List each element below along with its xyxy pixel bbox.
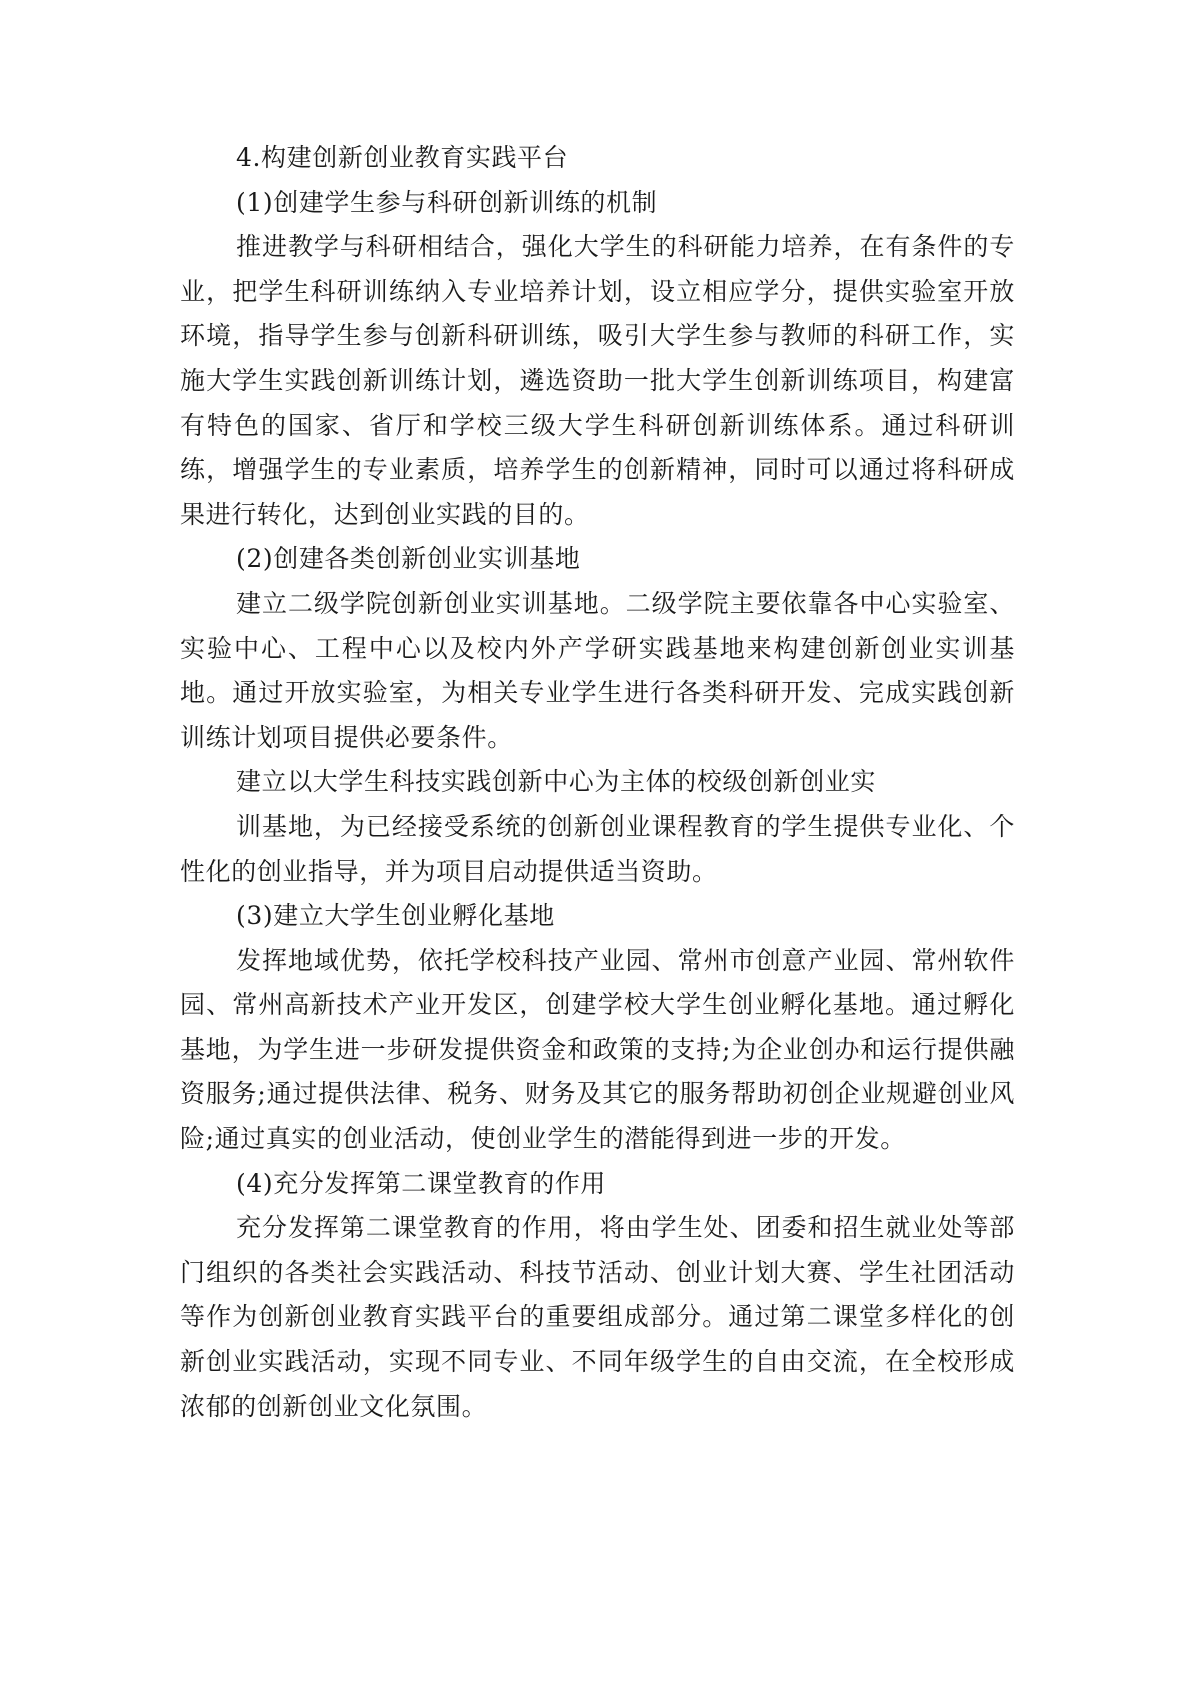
body-paragraph: 发挥地域优势，依托学校科技产业园、常州市创意产业园、常州软件园、常州高新技术产业开发区，创建学校大学生创业孵化基地。通过孵化基地，为学生进一步研发提供资金和政策的支持;为企业创办和运行提供融资服务;通过提供法律、税务、财务及其它的服务帮助初创企业规避创业风险;通过真实的创业活动，使创业学生的潜能得到进一步的开发。 (180, 945, 1015, 1154)
body-paragraph: 推进教学与科研相结合，强化大学生的科研能力培养，在有条件的专业，把学生科研训练纳入专业培养计划，设立相应学分，提供实验室开放环境，指导学生参与创新科研训练，吸引大学生参与教师的科研工作，实施大学生实践创新训练计划，遴选资助一批大学生创新训练项目，构建富有特色的国家、省厅和学校三级大学生科研创新训练体系。通过科研训练，增强学生的专业素质，培养学生的创新精神，同时可以通过将科研成果进行转化，达到创业实践的目的。 (180, 232, 1015, 529)
body-paragraph: 建立二级学院创新创业实训基地。二级学院主要依靠各中心实验室、实验中心、工程中心以及校内外产学研实践基地来构建创新创业实训基地。通过开放实验室，为相关专业学生进行各类科研开发、完成实践创新训练计划项目提供必要条件。 (180, 588, 1015, 752)
subsection-heading: (1)创建学生参与科研创新训练的机制 (236, 187, 658, 217)
subsection-heading: (4)充分发挥第二课堂教育的作用 (236, 1168, 607, 1198)
document-body (180, 136, 1015, 1429)
subsection-heading: (3)建立大学生创业孵化基地 (236, 901, 555, 931)
subsection-heading: (2)创建各类创新创业实训基地 (236, 544, 581, 574)
body-paragraph: 建立以大学生科技实践创新中心为主体的校级创新创业实 (236, 767, 877, 797)
body-paragraph: 训基地，为已经接受系统的创新创业课程教育的学生提供专业化、个性化的创业指导，并为项目启动提供适当资助。 (180, 811, 1015, 886)
body-paragraph: 充分发挥第二课堂教育的作用，将由学生处、团委和招生就业处等部门组织的各类社会实践活动、科技节活动、创业计划大赛、学生社团活动等作为创新创业教育实践平台的重要组成部分。通过第二课堂多样化的创新创业实践活动，实现不同专业、不同年级学生的自由交流，在全校形成浓郁的创新创业文化氛围。 (180, 1213, 1015, 1421)
section-heading: 4.构建创新创业教育实践平台 (236, 143, 569, 172)
